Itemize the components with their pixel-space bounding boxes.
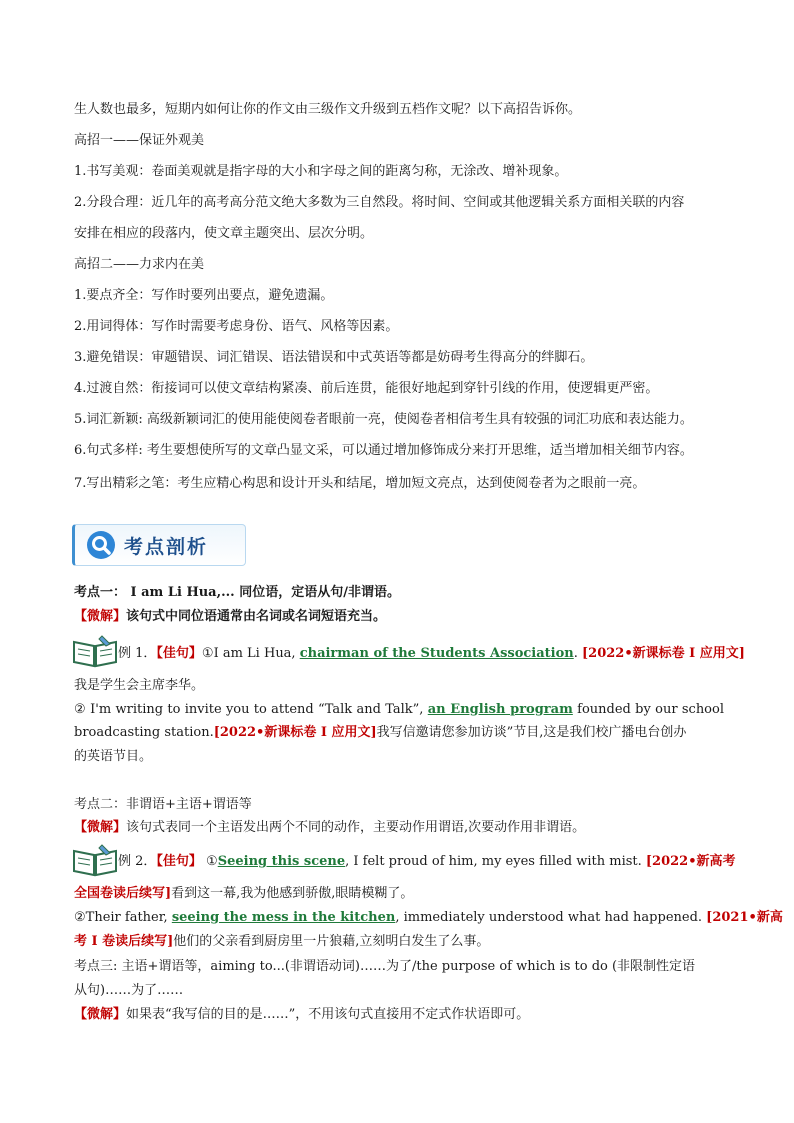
tip2-item-3: 3.避免错误：审题错误、词汇错误、语法错误和中式英语等都是妨碍考生得高分的绊脚石。 — [74, 350, 594, 365]
example2-label: 例 2． — [118, 854, 157, 869]
tip1-title: 高招一——保证外观美 — [74, 133, 205, 148]
point1-example-2-cont — [74, 724, 724, 742]
point2-example-2-cont — [74, 933, 724, 951]
point2-ex2-highlight: seeing the mess in the kitchen — [171, 910, 396, 925]
point3-desc: 如果表“我写信的目的是……”，不用该句式直接用不定式作状语即可。 — [126, 1007, 530, 1022]
point2-example-1 — [118, 853, 736, 871]
tip1-item-2-cont: 安排在相应的段落内，使文章主题突出、层次分明。 — [74, 226, 374, 241]
tip2-item-7: 7.写出精彩之笔：考生应精心构思和设计开头和结尾，增加短文亮点，达到使阅卷者为之眼前一亮。 — [74, 476, 646, 491]
point2-ex2-text-b: , immediately understood what had happened. — [395, 910, 707, 925]
point2-example-1-cont — [74, 885, 724, 903]
point1-title: 考点一： I am Li Hua,... 同位语，定语从句/非谓语。 — [74, 585, 400, 600]
point2-ex2-source-a: [2021•新高 — [706, 910, 783, 925]
example2-tag: 【佳句】 — [156, 854, 202, 869]
tip2-item-5: 5.词汇新颖: 高级新颖词汇的使用能使阅卷者眼前一亮，使阅卷者相信考生具有较强的词汇功底和表达能力。 — [74, 412, 693, 427]
tip1-item-2: 2.分段合理：近几年的高考高分范文绝大多数为三自然段。将时间、空间或其他逻辑关系方面相关联的内容 — [74, 195, 685, 210]
example2-text-a: ② I'm writing to invite you to attend “Talk and Talk”, — [74, 702, 428, 717]
point2-title: 考点二：非谓语+主语+谓语等 — [74, 797, 252, 812]
tip2-item-6: 6.句式多样: 考生要想使所写的文章凸显文采，可以通过增加修饰成分来打开思维，适当增加相关细节内容。 — [74, 443, 693, 458]
point2-ex2-text-a: ②Their father, — [74, 910, 172, 925]
example2-source: [2022•新课标卷 I 应用文] — [213, 725, 377, 740]
point1-explain — [74, 608, 724, 626]
point2-desc: 该句式表同一个主语发出两个不同的动作，主要动作用谓语,次要动作用非谓语。 — [126, 820, 586, 835]
magnifier-icon — [86, 530, 116, 560]
point3-tag: 【微解】 — [74, 1007, 127, 1022]
paragraph-intro: 生人数也最多，短期内如何让你的作文由三级作文升级到五档作文呢？以下高招告诉你。 — [74, 102, 582, 117]
point2-ex1-source-a: [2022•新高考 — [645, 854, 736, 869]
tip2-item-2: 2.用词得体：写作时需要考虑身份、语气、风格等因素。 — [74, 319, 399, 334]
banner-label: 考点剖析 — [124, 536, 209, 558]
tip2-item-4: 4.过渡自然：衔接词可以使文章结构紧凑、前后连贯，能很好地起到穿针引线的作用，使逻辑更严密。 — [74, 381, 659, 396]
tip2-item-1: 1.要点齐全：写作时要列出要点，避免遗漏。 — [74, 288, 334, 303]
point2-ex2-cn: 他们的父亲看到厨房里一片狼藉,立刻明白发生了么事。 — [173, 934, 490, 949]
point2-ex1-text-b: , I felt proud of him, my eyes filled with mist. — [345, 854, 646, 869]
point2-example-2 — [74, 909, 783, 927]
example1-label: 例 1． — [118, 646, 157, 661]
example2-cn: 我写信邀请您参加访谈”节目,这是我们校广播电台创办 — [376, 725, 687, 740]
example2-highlight: an English program — [427, 702, 573, 717]
example2-text-c: broadcasting station. — [74, 725, 214, 740]
point1-example-2 — [74, 701, 724, 719]
point2-tag: 【微解】 — [74, 820, 127, 835]
point3-explain — [74, 1006, 724, 1024]
point3-title: 考点三: 主语+谓语等，aiming to...(非谓语动词)……为了/the purpose of which is to do (非限制性定语 — [74, 959, 696, 974]
point1-example-1 — [118, 645, 745, 663]
example1-tag: 【佳句】 — [156, 646, 202, 661]
point1-desc: 该句式中同位语通常由名词或名词短语充当。 — [126, 609, 387, 624]
example1-text-b: . — [573, 646, 582, 661]
point3-title-cont: 从句)……为了…… — [74, 983, 184, 998]
open-book-icon — [72, 843, 118, 877]
point1-example-1-cn: 我是学生会主席李华。 — [74, 678, 205, 693]
point2-ex1-cn: 看到这一幕,我为他感到骄傲,眼睛模糊了。 — [171, 886, 414, 901]
point2-ex1-source-b: 全国卷读后续写] — [74, 886, 172, 901]
section-banner — [72, 520, 247, 570]
point2-ex2-source-b: 考 I 卷读后续写] — [74, 934, 174, 949]
example1-text-a: ①I am Li Hua, — [201, 646, 300, 661]
point2-ex1-highlight: Seeing this scene — [217, 854, 346, 869]
example2-text-b: founded by our school — [572, 702, 724, 717]
point2-explain — [74, 819, 724, 837]
point1-tag: 【微解】 — [74, 609, 127, 624]
tip1-item-1: 1.书写美观：卷面美观就是指字母的大小和字母之间的距离匀称，无涂改、增补现象。 — [74, 164, 568, 179]
open-book-icon — [72, 634, 118, 668]
point1-example-2-cn: 的英语节目。 — [74, 749, 153, 764]
example1-source: [2022•新课标卷 I 应用文] — [582, 646, 745, 661]
tip2-title: 高招二——力求内在美 — [74, 257, 205, 272]
point2-ex1-text-a: ① — [201, 854, 218, 869]
example1-highlight: chairman of the Students Association — [299, 646, 574, 661]
